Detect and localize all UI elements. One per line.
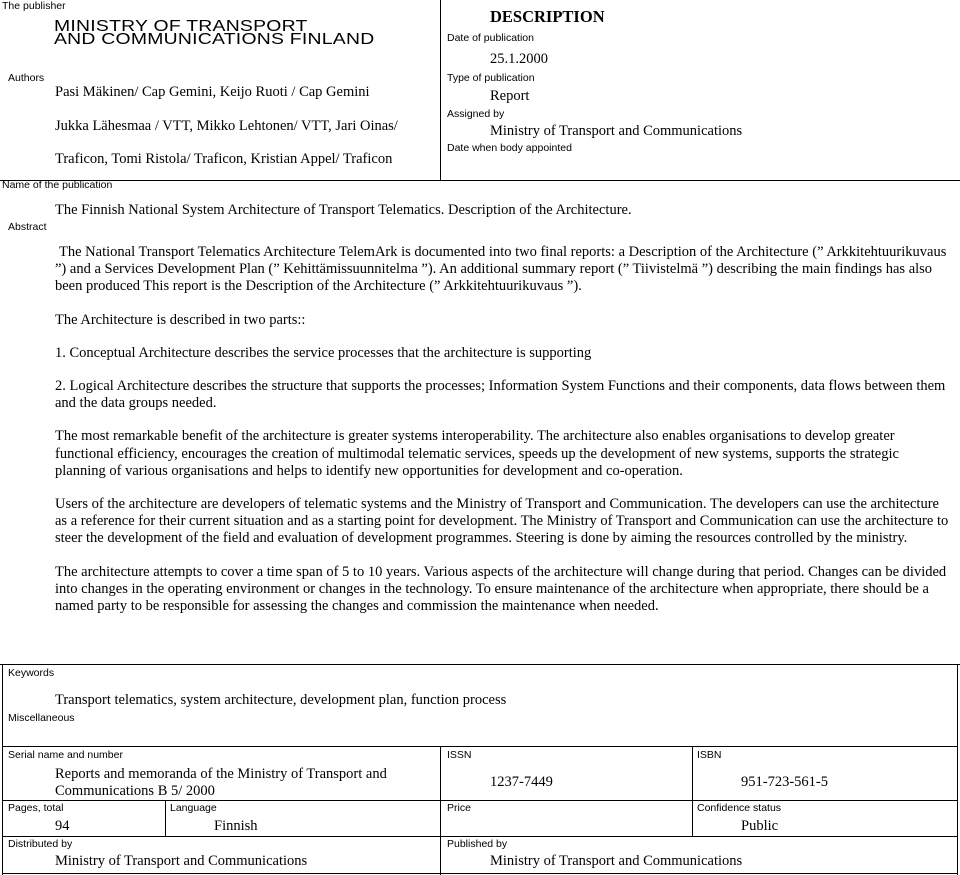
abstract-paragraph: The most remarkable benefit of the architecture is greater systems interoperability. The architecture also enables organisations to develop greater functional efficiency, encourages the creation of multimodal telematic services, speeds up the development of new systems, supports the strategic planning of various organisations and helps to identify new opportunities for development and co-operation.	[55, 428, 899, 479]
publisher-logo	[54, 18, 375, 48]
confidence-label: Confidence status	[697, 802, 782, 814]
type-of-publication-label: Type of publication	[447, 72, 535, 84]
date-of-publication-label: Date of publication	[447, 32, 534, 44]
author-line-2: Jukka Lähesmaa / VTT, Mikko Lehtonen/ VTT, Jari Oinas/	[55, 118, 398, 134]
issn-label: ISSN	[447, 749, 472, 761]
abstract-paragraph: The Architecture is described in two parts::	[55, 311, 306, 328]
author-line-1: Pasi Mäkinen/ Cap Gemini, Keijo Ruoti / Cap Gemini	[55, 84, 370, 100]
border-right	[957, 664, 958, 875]
serial-value-line1: Reports and memoranda of the Ministry of Transport and	[55, 766, 387, 782]
published-by-label: Published by	[447, 838, 508, 850]
language-label: Language	[170, 802, 217, 814]
border-left	[2, 664, 3, 875]
date-of-publication: 25.1.2000	[490, 51, 548, 67]
publication-name-label: Name of the publication	[2, 179, 113, 191]
language-value: Finnish	[214, 818, 258, 834]
distributed-by-label: Distributed by	[8, 838, 73, 850]
divider-pages-language	[165, 800, 166, 836]
divider-serial-issn	[440, 746, 441, 875]
assigned-by: Ministry of Transport and Communications	[490, 123, 743, 139]
divider-row-serial-bottom	[2, 800, 958, 801]
miscellaneous-label: Miscellaneous	[8, 712, 75, 724]
divider-misc-bottom	[2, 746, 958, 747]
price-label: Price	[447, 802, 471, 814]
authors-label: Authors	[8, 72, 45, 84]
issn-value: 1237-7449	[490, 774, 553, 790]
publisher-logo-line1: MINISTRY OF TRANSPORT	[54, 18, 308, 35]
publication-name: The Finnish National System Architecture of Transport Telematics. Description of the Architecture.	[55, 202, 632, 218]
isbn-label: ISBN	[697, 749, 722, 761]
publisher-logo-line2: AND COMMUNICATIONS FINLAND	[54, 31, 375, 48]
border-bottom	[2, 873, 958, 874]
divider-header-vertical	[440, 0, 441, 180]
keywords-label: Keywords	[8, 667, 55, 679]
pages-value: 94	[55, 818, 70, 834]
divider-row-pages-bottom	[2, 836, 958, 837]
serial-value-line2: Communications B 5/ 2000	[55, 783, 215, 799]
abstract-paragraph: 2. Logical Architecture describes the structure that supports the processes; Information System Functions and their components, data flows between them and the data groups needed.	[55, 378, 946, 412]
confidence-value: Public	[741, 818, 779, 834]
abstract-paragraph: 1. Conceptual Architecture describes the service processes that the architecture is supporting	[55, 344, 592, 361]
published-by-value: Ministry of Transport and Communications	[490, 853, 743, 869]
abstract-paragraph: The National Transport Telematics Architecture TelemArk is documented into two final reports: a Description of the Architecture (” Arkkitehtuurikuvaus ”) and a Services Development Plan (” Kehittämissuunnitelma ”). An additional summary report (” Tiivistelmä ”) describing the main findings has also been produced This report is the Description of the Architecture (” Arkkitehtuurikuvaus ”).	[55, 244, 947, 295]
publisher-label: The publisher	[2, 0, 66, 12]
date-body-appointed-label: Date when body appointed	[447, 142, 572, 154]
type-of-publication: Report	[490, 88, 530, 104]
divider-abstract-bottom	[0, 664, 960, 665]
pages-label: Pages, total	[8, 802, 64, 814]
isbn-value: 951-723-561-5	[741, 774, 828, 790]
distributed-by-value: Ministry of Transport and Communications	[55, 853, 308, 869]
serial-label: Serial name and number	[8, 749, 123, 761]
divider-price-confidence	[692, 800, 693, 836]
abstract-label: Abstract	[8, 221, 47, 233]
abstract-body	[55, 244, 953, 631]
keywords-value: Transport telematics, system architecture, development plan, function process	[55, 692, 507, 708]
divider-issn-isbn	[692, 746, 693, 800]
divider-header-bottom	[0, 180, 960, 181]
assigned-by-label: Assigned by	[447, 108, 505, 120]
description-heading: DESCRIPTION	[490, 7, 605, 26]
author-line-3: Traficon, Tomi Ristola/ Traficon, Kristian Appel/ Traficon	[55, 151, 393, 167]
abstract-paragraph: The architecture attempts to cover a time span of 5 to 10 years. Various aspects of the architecture will change during that period. Changes can be divided into changes in the operating environment or changes in the technology. To ensure maintenance of the architecture when appropriate, there should be a named party to be responsible for assessing the changes and commission the maintenance when needed.	[55, 563, 947, 615]
abstract-paragraph: Users of the architecture are developers of telematic systems and the Ministry of Transport and Communication. The developers can use the architecture as a reference for their current situation and as a starting point for development. The Ministry of Transport and Communication can use the architecture to steer the development of the field and evaluation of development programmes. Steering is done by aiming the resources controlled by the ministry.	[55, 496, 949, 547]
